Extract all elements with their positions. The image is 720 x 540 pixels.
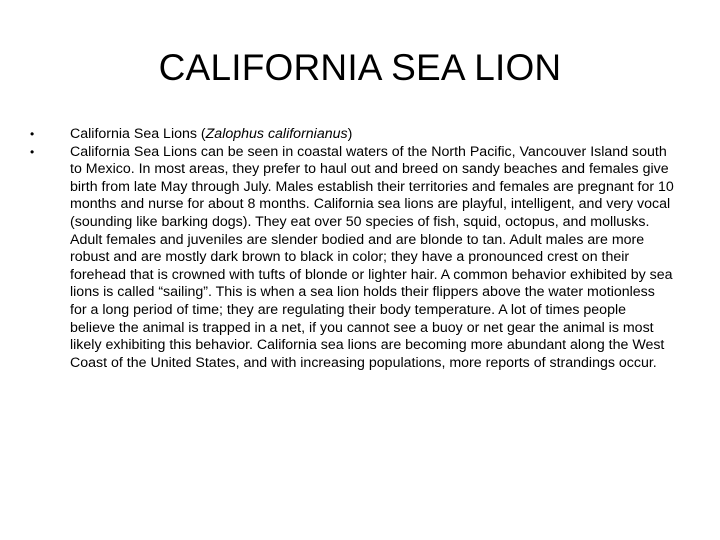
bullet-dot-icon: •: [30, 127, 35, 141]
bullet-dot-icon: •: [30, 144, 35, 159]
slide-title: CALIFORNIA SEA LION: [158, 47, 562, 88]
bullet-list: [24, 126, 674, 372]
bullet-item-description: [24, 144, 674, 373]
species-closing-paren: ): [347, 126, 353, 142]
bullet-text-description: California Sea Lions can be seen in coastal waters of the North Pacific, Vancouver Island south to Mexico. In most areas, they prefer to haul out and breed on sandy beaches and females give birth from late May through July. Males establish their territories and females are pregnant for 10 months and nurse for about 8 months. California sea lions are playful, intelligent, and very vocal (sounding like barking dogs). They eat over 50 species of fish, squid, octopus, and mollusks. Adult females and juveniles are slender bodied and are blonde to tan. Adult males are more robust and are mostly dark brown to black in color; they have a pronounced crest on their forehead that is crowned with tufts of blonde or lighter hair. A common behavior exhibited by sea lions is called “sailing”. This is when a sea lion holds their flippers above the water motionless for a long period of time; they are regulating their body temperature. A lot of times people believe the animal is trapped in a net, if you cannot see a buoy or net gear the animal is most likely exhibiting this behavior. California sea lions are becoming more abundant along the West Coast of the United States, and with increasing populations, more reports of strandings occur.: [70, 143, 674, 371]
species-scientific-name: Zalophus californianus: [205, 126, 348, 142]
bullet-text-species: [70, 126, 674, 144]
species-common-name: California Sea Lions (: [70, 126, 206, 142]
bullet-item-species: [24, 126, 674, 144]
